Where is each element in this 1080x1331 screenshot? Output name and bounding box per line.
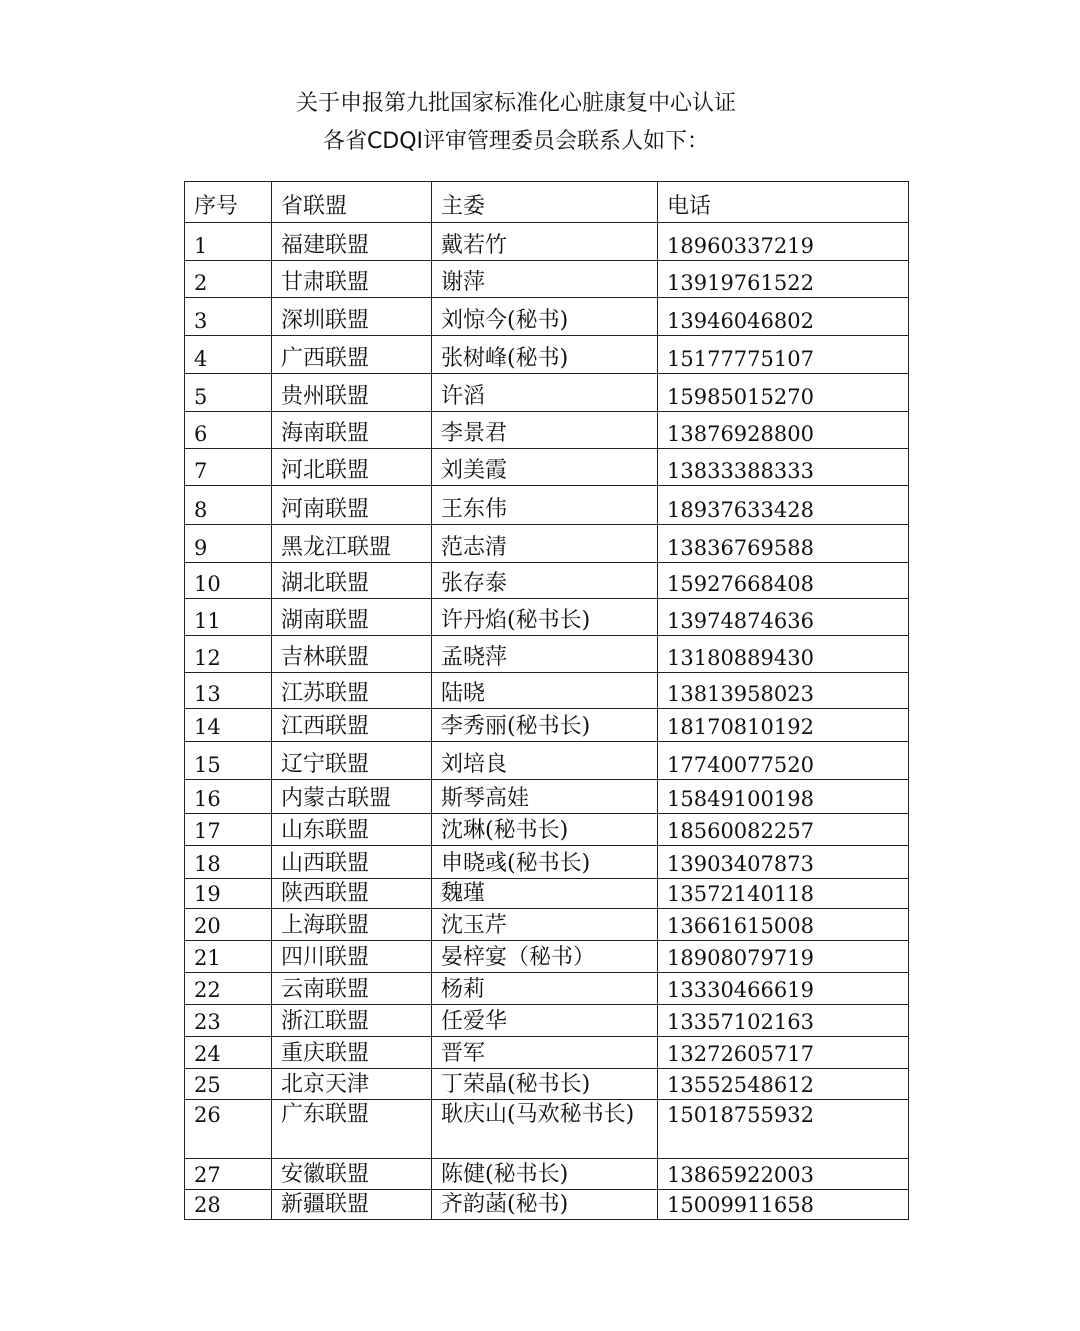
- row-number: 23: [185, 1005, 272, 1037]
- row-alliance: 江西联盟: [272, 709, 432, 742]
- row-phone: 13946046802: [658, 298, 909, 336]
- row-alliance: 深圳联盟: [272, 298, 432, 336]
- row-director: 范志清: [432, 525, 658, 563]
- row-alliance: 安徽联盟: [272, 1159, 432, 1190]
- row-phone: 15985015270: [658, 374, 909, 412]
- row-alliance: 海南联盟: [272, 412, 432, 449]
- row-number: 11: [185, 599, 272, 636]
- row-phone: 13180889430: [658, 636, 909, 673]
- row-director: 张存泰: [432, 563, 658, 599]
- row-alliance: 广东联盟: [272, 1100, 432, 1159]
- row-director: 斯琴高娃: [432, 780, 658, 814]
- row-phone: 18960337219: [658, 223, 909, 261]
- row-director: 谢萍: [432, 261, 658, 298]
- row-number: 6: [185, 412, 272, 449]
- row-number: 20: [185, 909, 272, 941]
- table-row: [185, 709, 909, 742]
- row-phone: 13919761522: [658, 261, 909, 298]
- row-alliance: 湖北联盟: [272, 563, 432, 599]
- table-row: [185, 1005, 909, 1037]
- row-alliance: 山西联盟: [272, 846, 432, 879]
- row-number: 18: [185, 846, 272, 879]
- row-phone: 13833388333: [658, 449, 909, 486]
- row-alliance: 山东联盟: [272, 814, 432, 846]
- header-phone: 电话: [658, 182, 909, 223]
- row-number: 5: [185, 374, 272, 412]
- table-row: [185, 941, 909, 973]
- table-row: [185, 814, 909, 846]
- document-subtitle: 各省CDQI评审管理委员会联系人如下：: [322, 129, 710, 154]
- table-row: [185, 636, 909, 673]
- row-director: 杨莉: [432, 973, 658, 1005]
- row-director: 张树峰(秘书): [432, 336, 658, 374]
- row-director: 耿庆山(马欢秘书长): [432, 1100, 658, 1159]
- row-number: 12: [185, 636, 272, 673]
- table-row: [185, 449, 909, 486]
- row-number: 24: [185, 1037, 272, 1069]
- row-director: 孟晓萍: [432, 636, 658, 673]
- row-alliance: 吉林联盟: [272, 636, 432, 673]
- row-number: 17: [185, 814, 272, 846]
- row-number: 2: [185, 261, 272, 298]
- row-phone: 13836769588: [658, 525, 909, 563]
- row-director: 齐韵菡(秘书): [432, 1190, 658, 1220]
- row-number: 26: [185, 1100, 272, 1159]
- row-number: 8: [185, 486, 272, 525]
- row-phone: 13552548612: [658, 1069, 909, 1100]
- row-alliance: 甘肃联盟: [272, 261, 432, 298]
- row-alliance: 北京天津: [272, 1069, 432, 1100]
- row-phone: 15177775107: [658, 336, 909, 374]
- header-alliance: 省联盟: [272, 182, 432, 223]
- row-alliance: 四川联盟: [272, 941, 432, 973]
- row-director: 李景君: [432, 412, 658, 449]
- row-number: 10: [185, 563, 272, 599]
- table-row: [185, 846, 909, 879]
- table-row: [185, 261, 909, 298]
- row-phone: 15849100198: [658, 780, 909, 814]
- row-alliance: 福建联盟: [272, 223, 432, 261]
- row-alliance: 重庆联盟: [272, 1037, 432, 1069]
- row-phone: 13876928800: [658, 412, 909, 449]
- row-director: 晋军: [432, 1037, 658, 1069]
- row-number: 19: [185, 879, 272, 909]
- row-number: 13: [185, 673, 272, 709]
- table-row: [185, 223, 909, 261]
- row-number: 14: [185, 709, 272, 742]
- row-director: 申晓彧(秘书长): [432, 846, 658, 879]
- row-number: 16: [185, 780, 272, 814]
- table-row: [185, 780, 909, 814]
- row-number: 1: [185, 223, 272, 261]
- row-number: 21: [185, 941, 272, 973]
- table-row: [185, 1190, 909, 1220]
- table-row: [185, 1037, 909, 1069]
- table-row: [185, 1159, 909, 1190]
- table-row: [185, 973, 909, 1005]
- row-alliance: 上海联盟: [272, 909, 432, 941]
- row-phone: 15018755932: [658, 1100, 909, 1159]
- row-director: 李秀丽(秘书长): [432, 709, 658, 742]
- row-phone: 18937633428: [658, 486, 909, 525]
- row-number: 27: [185, 1159, 272, 1190]
- row-director: 戴若竹: [432, 223, 658, 261]
- table-row: [185, 374, 909, 412]
- row-director: 许滔: [432, 374, 658, 412]
- row-director: 许丹焰(秘书长): [432, 599, 658, 636]
- table-row: [185, 336, 909, 374]
- row-director: 陆晓: [432, 673, 658, 709]
- row-phone: 13272605717: [658, 1037, 909, 1069]
- row-director: 沈玉芹: [432, 909, 658, 941]
- row-alliance: 河南联盟: [272, 486, 432, 525]
- row-phone: 18908079719: [658, 941, 909, 973]
- row-number: 9: [185, 525, 272, 563]
- row-alliance: 黑龙江联盟: [272, 525, 432, 563]
- row-director: 沈琳(秘书长): [432, 814, 658, 846]
- document-title: 关于申报第九批国家标准化心脏康复中心认证: [295, 91, 736, 116]
- row-director: 王东伟: [432, 486, 658, 525]
- row-phone: 13974874636: [658, 599, 909, 636]
- table-header-row: [185, 182, 909, 223]
- row-director: 魏瑾: [432, 879, 658, 909]
- row-director: 刘美霞: [432, 449, 658, 486]
- table-row: [185, 742, 909, 780]
- row-number: 25: [185, 1069, 272, 1100]
- table-row: [185, 486, 909, 525]
- row-phone: 13661615008: [658, 909, 909, 941]
- row-phone: 13330466619: [658, 973, 909, 1005]
- row-phone: 13572140118: [658, 879, 909, 909]
- row-director: 陈健(秘书长): [432, 1159, 658, 1190]
- table-row: [185, 525, 909, 563]
- row-director: 晏梓宴（秘书）: [432, 941, 658, 973]
- table-row: [185, 298, 909, 336]
- table-row: [185, 673, 909, 709]
- table-row: [185, 1100, 909, 1159]
- row-phone: 15009911658: [658, 1190, 909, 1220]
- row-phone: 15927668408: [658, 563, 909, 599]
- row-alliance: 云南联盟: [272, 973, 432, 1005]
- row-phone: 13813958023: [658, 673, 909, 709]
- header-director: 主委: [432, 182, 658, 223]
- row-phone: 13865922003: [658, 1159, 909, 1190]
- row-alliance: 新疆联盟: [272, 1190, 432, 1220]
- row-director: 刘惊今(秘书): [432, 298, 658, 336]
- row-number: 22: [185, 973, 272, 1005]
- row-phone: 18560082257: [658, 814, 909, 846]
- row-phone: 13903407873: [658, 846, 909, 879]
- row-alliance: 江苏联盟: [272, 673, 432, 709]
- row-phone: 18170810192: [658, 709, 909, 742]
- row-alliance: 湖南联盟: [272, 599, 432, 636]
- row-number: 4: [185, 336, 272, 374]
- row-number: 7: [185, 449, 272, 486]
- row-alliance: 河北联盟: [272, 449, 432, 486]
- contacts-table: [184, 181, 909, 1220]
- row-phone: 17740077520: [658, 742, 909, 780]
- table-row: [185, 909, 909, 941]
- row-number: 28: [185, 1190, 272, 1220]
- row-number: 3: [185, 298, 272, 336]
- header-number: 序号: [185, 182, 272, 223]
- row-alliance: 陕西联盟: [272, 879, 432, 909]
- row-number: 15: [185, 742, 272, 780]
- row-alliance: 贵州联盟: [272, 374, 432, 412]
- table-row: [185, 879, 909, 909]
- row-director: 丁荣晶(秘书长): [432, 1069, 658, 1100]
- table-row: [185, 563, 909, 599]
- row-alliance: 辽宁联盟: [272, 742, 432, 780]
- row-phone: 13357102163: [658, 1005, 909, 1037]
- table-row: [185, 599, 909, 636]
- row-alliance: 广西联盟: [272, 336, 432, 374]
- table-row: [185, 1069, 909, 1100]
- row-alliance: 内蒙古联盟: [272, 780, 432, 814]
- row-alliance: 浙江联盟: [272, 1005, 432, 1037]
- table-row: [185, 412, 909, 449]
- row-director: 任爱华: [432, 1005, 658, 1037]
- row-director: 刘培良: [432, 742, 658, 780]
